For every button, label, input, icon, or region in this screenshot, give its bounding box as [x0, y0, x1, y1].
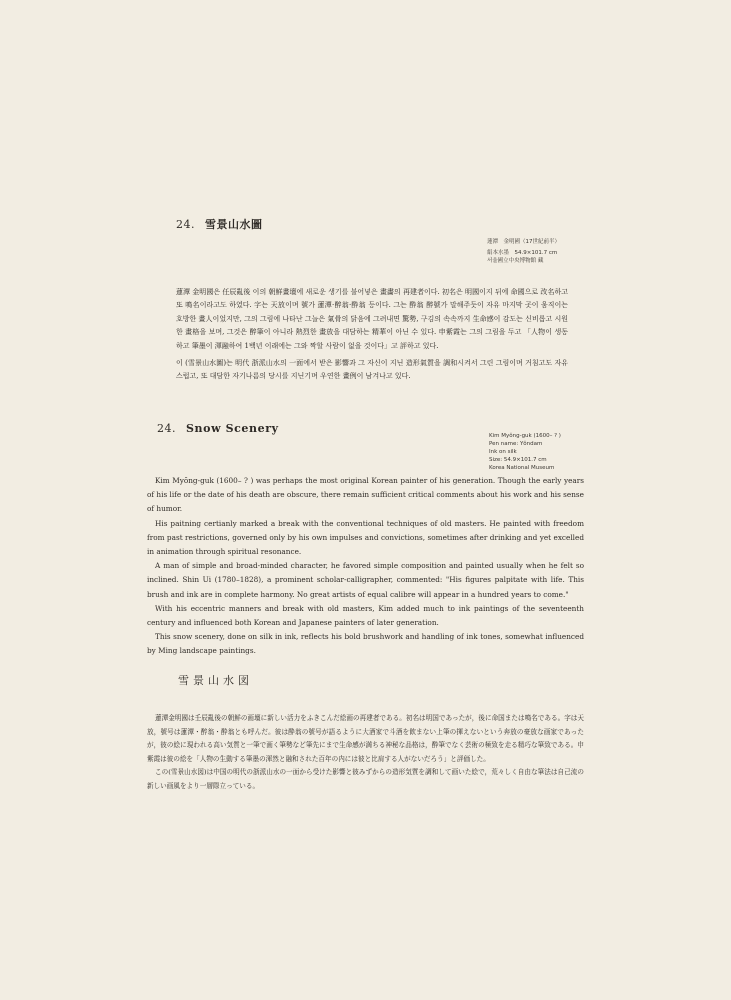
- korean-title-text: 雪景山水圖: [205, 218, 263, 231]
- english-paragraph: A man of simple and broad-minded character, he favored simple composition and painted usually when he felt so inclined. Shin Ui (1780–1828), a prominent scholar-calligrapher, commented: "His figures palpitate with life. This brush and ink are in complete harmony. No great artists of equal calibre will appear in a hundred years to come.": [147, 561, 584, 599]
- english-title-text: Snow Scenery: [186, 422, 279, 435]
- korean-meta-line: 絹本水墨 54.9×101.7 cm: [487, 250, 558, 256]
- english-title-number: 24.: [157, 422, 176, 435]
- english-meta-line: Kim Myŏng-guk (1600– ? ): [489, 433, 561, 439]
- korean-title-number: 24.: [176, 218, 195, 231]
- korean-section-title: [176, 216, 263, 232]
- japanese-paragraph: この(雪景山水図)は中国の明代の浙派山水の一面から受けた影響と彼みずからの造形気質を調和して画いた絵で，荒々しく自由な筆法は自己流の新しい画風をより一層際立っている。: [147, 768, 584, 790]
- english-meta-line: Pen name: Yŏndam: [489, 441, 543, 447]
- japanese-paragraph: 蓮潭金明國は壬辰亂後の朝鮮の画壇に新しい活力をふきこんだ絵画の再建者である。初名は明国であったが，後に命国または鳴名である。字は天放，號号は蓮潭・醉翁・酔翁とも呼んだ。彼は酔翁の號号が語るように大酒家で斗酒を飲まない上筆の揮えないという奔放の豪放な画家であったが，彼の絵に現われる高い気質と一筆で画く筆勢など筆先にまで生命感が満ちる神秘な品格は，酔筆でなく芸術の極致を走る精巧な筆致である。申紫霞は彼の絵を「人物の生動する筆墨の渾然と融和された百年の内には彼と比肩する人がないだろう」と評価した。: [147, 714, 584, 763]
- english-meta-line: Ink on silk: [489, 449, 517, 455]
- english-paragraph: This snow scenery, done on silk in ink, reflects his bold brushwork and handling of ink tones, somewhat influenced by Ming landscape paintings.: [147, 632, 584, 656]
- english-section-title: [157, 422, 279, 435]
- english-body: [147, 474, 584, 659]
- english-artwork-meta: [489, 432, 561, 472]
- english-meta-line: Size: 54.9×101.7 cm: [489, 457, 547, 463]
- english-paragraph: Kim Myŏng-guk (1600– ? ) was perhaps the most original Korean painter of his generation. Though the early years of his life or the date of his death are obscure, there remain sufficient critical comments about his work and his sense of humor.: [147, 476, 584, 514]
- japanese-body: [147, 712, 584, 793]
- english-meta-line: Korea National Museum: [489, 465, 555, 471]
- korean-body: [176, 286, 568, 384]
- korean-meta-line: 서울國立中央博物館 藏: [487, 258, 544, 264]
- japanese-section-title: 雪景山水図: [178, 674, 253, 687]
- korean-meta-line: 蓮潭 金明國（17世紀前半）: [487, 239, 560, 245]
- korean-paragraph: 이 (雪景山水圖)는 明代 浙派山水의 一面에서 받은 影響과 그 자신이 지닌 造形氣質을 調和시켜서 그린 그림이며 거침고도 자유스럽고, 또 대담한 자기나름의 당시를 지닌기며 우연한 畫例이 남겨나고 있다.: [176, 359, 568, 381]
- english-paragraph: His paitning certianly marked a break with the conventional techniques of old masters. He painted with freedom from past restrictions, governed only by his own impulses and convictions, sometimes after drinking and yet excelled in animation through spiritual resonance.: [147, 518, 584, 557]
- english-paragraph: With his eccentric manners and break with old masters, Kim added much to ink paintings of the seventeenth century and influenced both Korean and Japanese painters of later generation.: [147, 603, 584, 628]
- korean-paragraph: 蓮潭 金明國은 任辰亂後 이의 朝鮮畫壇에 새로운 생기를 불어넣은 畫畵의 再建者이다. 初名은 明國이지 뒤에 命國으로 改名하고 또 鳴名이라고도 하였다. 字는 天放이며 號가 蓮潭·醉翁·酔翁 등이다. 그는 酔翁 醉號가 말해주듯이 자유 마지막 곳이 움직이는 호방한 畫人이었지만, 그의 그림에 나타난 그늘은 氣骨의 닭음에 그려내면 驚勢, 구김의 속속까지 生命感이 감도는 신비롭고 시원한 畫格을 보며, 그것은 醉筆이 아니라 熱烈한 畫放을 대담하는 精華이 아닌 수 있다. 申紫霞는 그의 그림을 두고 「人物이 생동하고 筆墨이 渾融하여 1백년 이래에는 그와 짝할 사람이 없을 것이다」고 評하고 있다.: [176, 288, 568, 350]
- korean-artwork-meta: [487, 238, 560, 265]
